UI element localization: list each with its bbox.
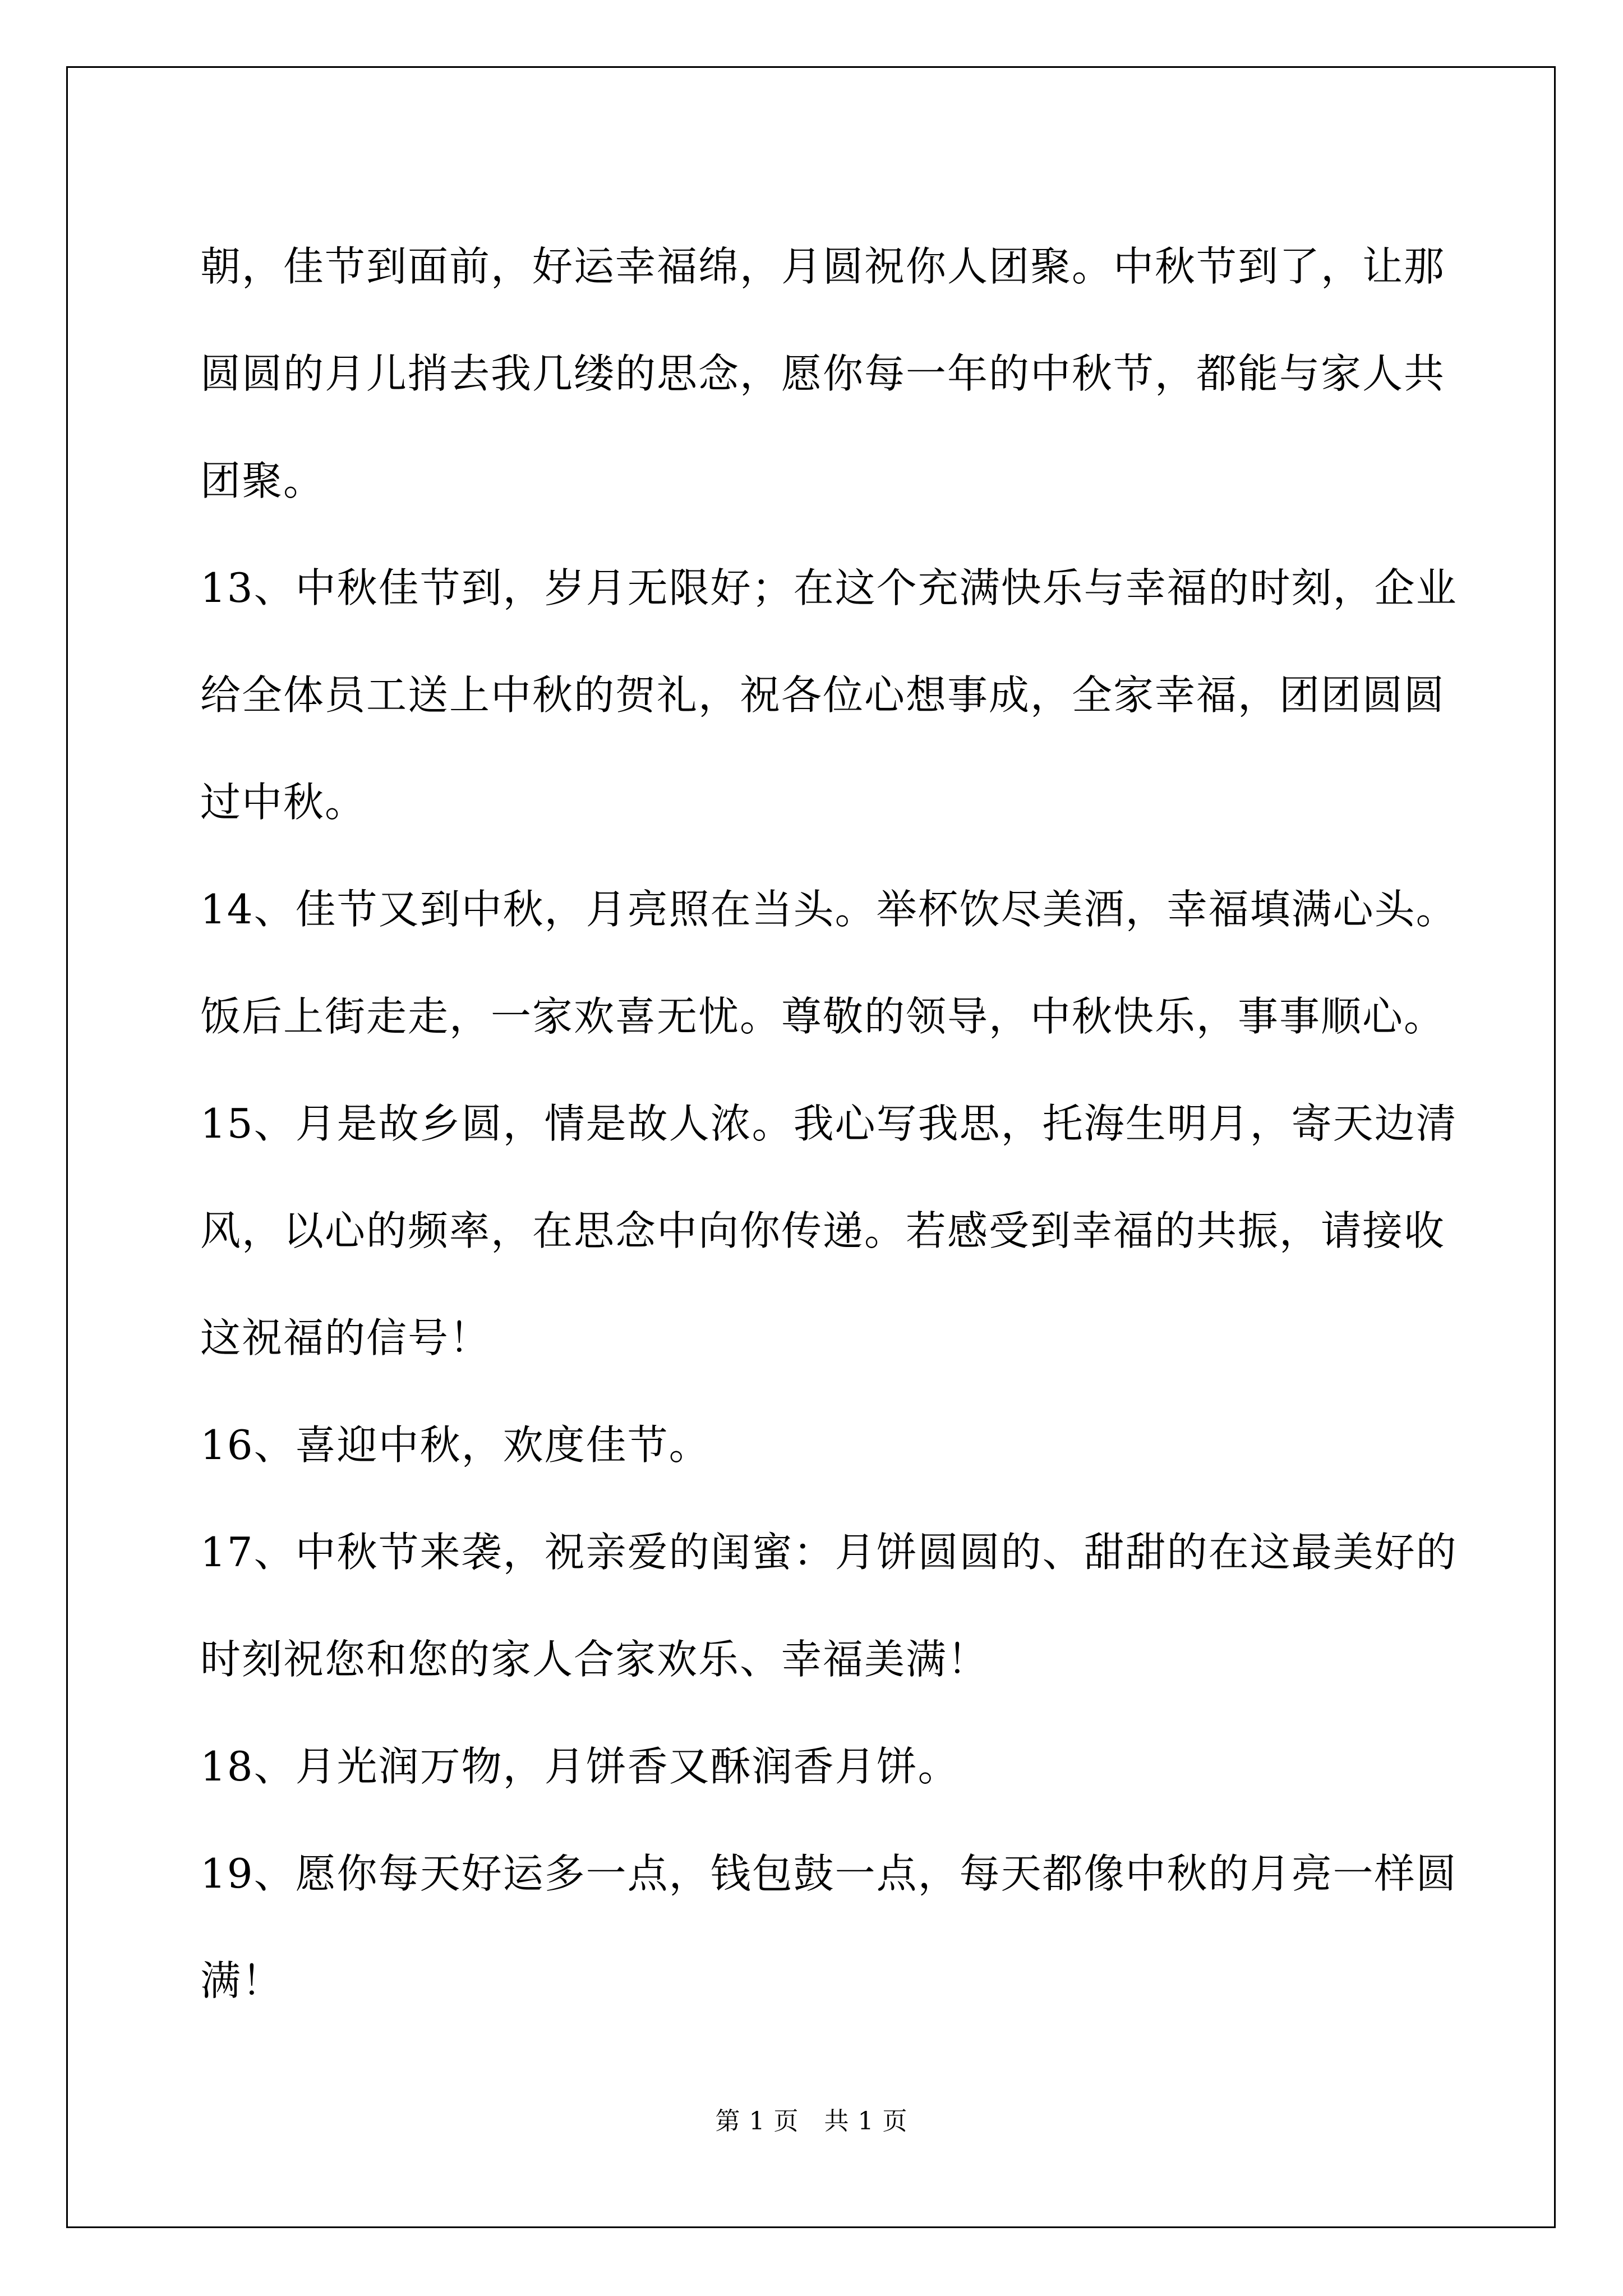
paragraph-continued (200, 213, 1446, 535)
paragraph-19 (200, 1820, 1458, 2035)
paragraph-18 (200, 1713, 1434, 1820)
text-line: 给全体员工送上中秋的贺礼，祝各位心想事成，全家幸福，团团圆圆 (200, 671, 1446, 719)
paragraph-17 (200, 1499, 1458, 1713)
text-line: 时刻祝您和您的家人合家欢乐、幸福美满！ (200, 1636, 989, 1683)
document-body (200, 213, 1458, 2035)
page-number-footer: 第 1 页 共 1 页 (715, 2107, 908, 2136)
text-line: 过中秋。 (200, 779, 367, 826)
text-line: 团聚。 (200, 457, 325, 504)
text-line: 饭后上街走走，一家欢喜无忧。尊敬的领导，中秋快乐，事事顺心。 (200, 993, 1446, 1040)
paragraph-14 (200, 856, 1458, 1070)
text-line: 16、喜迎中秋，欢度佳节。 (200, 1421, 711, 1469)
paragraph-15 (200, 1070, 1458, 1392)
text-line: 圆圆的月儿捎去我几缕的思念，愿你每一年的中秋节，都能与家人共 (200, 350, 1446, 397)
text-line: 15、月是故乡圆，情是故人浓。我心写我思，托海生明月，寄天边清 (200, 1100, 1458, 1147)
text-line: 满！ (200, 1957, 284, 2004)
text-line: 这祝福的信号！ (200, 1314, 491, 1361)
text-line: 18、月光润万物，月饼香又酥润香月饼。 (200, 1743, 960, 1790)
paragraph-16 (200, 1392, 1434, 1499)
paragraph-13 (200, 535, 1458, 856)
text-line: 风，以心的频率，在思念中向你传递。若感受到幸福的共振，请接收 (200, 1207, 1446, 1254)
text-line: 17、中秋节来袭，祝亲爱的闺蜜：月饼圆圆的、甜甜的在这最美好的 (200, 1529, 1458, 1576)
text-line: 13、中秋佳节到，岁月无限好；在这个充满快乐与幸福的时刻，企业 (200, 564, 1458, 611)
text-line: 朝，佳节到面前，好运幸福绵，月圆祝你人团聚。中秋节到了，让那 (200, 243, 1446, 290)
text-line: 19、愿你每天好运多一点，钱包鼓一点，每天都像中秋的月亮一样圆 (200, 1850, 1458, 1897)
text-line: 14、佳节又到中秋，月亮照在当头。举杯饮尽美酒，幸福填满心头。 (200, 886, 1458, 933)
